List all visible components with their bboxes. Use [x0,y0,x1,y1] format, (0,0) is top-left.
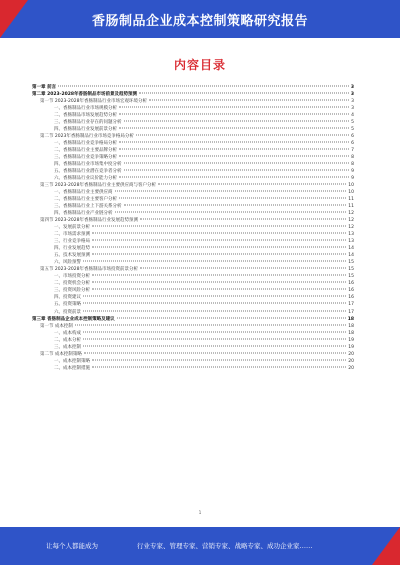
toc-entry[interactable] [32,182,354,189]
toc-entry[interactable] [32,126,354,133]
toc-entry[interactable] [32,344,354,351]
toc-entry-label: 一、成本控制策略 [54,358,90,364]
toc-entry[interactable] [32,273,354,280]
toc-entry-page: 20 [348,358,354,364]
toc-entry-label: 四、投资建议 [54,295,81,301]
toc-entry[interactable] [32,358,354,365]
toc-entry-label: 一、香肠制品行业竞争格局分析 [54,141,117,147]
toc-entry-label: 三、投资风险分析 [54,288,90,294]
toc-entry-page: 12 [348,211,354,217]
toc-entry-page: 8 [351,155,354,161]
toc-entry-page: 13 [348,239,354,245]
toc-entry[interactable] [32,154,354,161]
toc-leader-dots [136,135,349,136]
toc-entry-label: 二、成本控制措施 [54,365,90,371]
toc-entry-page: 9 [351,176,354,182]
toc-entry[interactable] [32,105,354,112]
toc-entry-label: 五、投资策略 [54,302,81,308]
toc-entry-page: 19 [348,337,354,343]
toc-leader-dots [83,296,346,297]
toc-entry-page: 5 [351,127,354,133]
toc-leader-dots [92,254,346,255]
toc-entry-page: 8 [351,162,354,168]
toc-entry-label: 第四节 2023-2028年香肠制品行业发展趋势预测 [40,218,138,224]
toc-entry-label: 六、香肠制品行业议价能力分析 [54,176,117,182]
toc-entry[interactable] [32,175,354,182]
toc-entry-label: 一、香肠制品行业市场规模分析 [54,106,117,112]
toc-leader-dots [92,282,346,283]
toc-entry-page: 3 [350,92,354,98]
toc-entry[interactable] [32,351,354,358]
toc-entry[interactable] [32,217,354,224]
toc-leader-dots [115,212,347,213]
toc-leader-dots [149,100,349,101]
toc-leader-dots [92,289,346,290]
toc-entry-label: 第二节 成本控制策略 [40,351,82,357]
toc-leader-dots [92,240,346,241]
toc-entry-label: 一、成本构成 [54,330,81,336]
toc-entry-label: 四、香肠制品行业市场集中度分析 [54,162,122,168]
toc-entry-label: 三、成本控制 [54,344,81,350]
toc-entry[interactable] [32,91,354,98]
toc-leader-dots [117,317,346,318]
toc-entry[interactable] [32,266,354,273]
toc-entry-page: 9 [351,169,354,175]
toc-entry[interactable] [32,140,354,147]
toc-entry-page: 10 [348,183,354,189]
toc-entry-page: 19 [348,344,354,350]
toc-entry-label: 第一节 2023-2028年香肠制品行业市场宏观环境分析 [40,99,147,105]
toc-leader-dots [92,366,346,367]
toc-entry-page: 12 [348,225,354,231]
toc-entry-label: 第五节 2023-2028年香肠制品市场投资前景分析 [40,267,138,273]
toc-leader-dots [83,303,346,304]
toc-entry-label: 三、香肠制品行业竞争策略分析 [54,155,117,161]
toc-entry-page: 18 [348,330,354,336]
toc-entry-label: 二、市场需求预测 [54,232,90,238]
toc-entry-label: 二、成本分析 [54,337,81,343]
toc-entry-label: 四、香肠制品行业发展前景分析 [54,127,117,133]
toc-entry-label: 二、香肠制品行业主要品牌分析 [54,148,117,154]
page-number: 1 [198,510,202,515]
toc-entry-page: 15 [348,274,354,280]
toc-leader-dots [119,149,349,150]
toc-leader-dots [119,114,349,115]
toc-entry-page: 17 [348,302,354,308]
toc-leader-dots [140,219,346,220]
toc-entry-page: 11 [348,204,354,210]
toc-entry-label: 四、香肠制品行业产业链分析 [54,211,113,217]
toc-entry-label: 第一章 前言 [32,85,57,90]
toc-entry-label: 四、行业发展趋势 [54,246,90,252]
footer-banner [0,527,400,565]
toc-entry-label: 二、投资机会分析 [54,281,90,287]
toc-entry[interactable] [32,337,354,344]
toc-entry-page: 10 [348,190,354,196]
toc-entry[interactable] [32,294,354,301]
toc-entry[interactable] [32,323,354,330]
toc-leader-dots [119,142,349,143]
toc-leader-dots [75,324,346,325]
footer-slogan: 让每个人都能成为 [46,542,98,550]
toc-leader-dots [158,184,346,185]
toc-entry-page: 6 [351,141,354,147]
toc-entry[interactable] [32,316,354,323]
toc-leader-dots [84,352,346,353]
toc-entry[interactable] [32,189,354,196]
toc-entry[interactable] [32,330,354,337]
toc-entry-page: 15 [348,260,354,266]
toc-entry[interactable] [32,161,354,168]
toc-entry-label: 五、技术发展预测 [54,253,90,259]
toc-entry[interactable] [32,119,354,126]
toc-entry-page: 11 [348,197,354,203]
toc-leader-dots [92,247,346,248]
header-banner [0,0,400,38]
toc-entry-page: 16 [348,281,354,287]
toc-entry-label: 一、发展前景分析 [54,225,90,231]
toc-leader-dots [83,345,346,346]
toc-entry-page: 3 [350,85,354,90]
toc-entry[interactable] [32,112,354,119]
toc-leader-dots [83,261,346,262]
toc-entry-page: 3 [351,106,354,112]
toc-entry[interactable] [32,224,354,231]
toc-entry-label: 一、香肠制品行业主要供应商 [54,190,113,196]
toc-entry[interactable] [32,231,354,238]
toc-entry-label: 二、香肠制品市场发展趋势分析 [54,113,117,119]
toc-entry-label: 六、风险预警 [54,260,81,266]
toc-entry[interactable] [32,84,354,91]
toc-entry[interactable] [32,252,354,259]
toc-entry[interactable] [32,133,354,140]
toc-entry-label: 第二章 2023-2028年香肠制品市场前景及趋势预测 [32,92,137,98]
footer-red-corner [372,527,400,565]
toc-entry-page: 5 [351,120,354,126]
toc-leader-dots [119,128,349,129]
toc-leader-dots [83,338,346,339]
toc-leader-dots [119,107,349,108]
toc-entry-label: 三、行业竞争格局 [54,239,90,245]
toc-entry-page: 18 [348,323,354,329]
toc-entry[interactable] [32,245,354,252]
toc-entry-label: 三、香肠制品行业上下游关系分析 [54,204,122,210]
toc-leader-dots [92,275,346,276]
toc-entry-label: 第三章 香肠制品企业成本控制策略及建议 [32,316,115,322]
toc-leader-dots [119,156,349,157]
toc-entry-page: 14 [348,246,354,252]
toc-leader-dots [119,177,349,178]
toc-entry-page: 13 [348,232,354,238]
toc-leader-dots [119,198,346,199]
toc-entry-page: 3 [351,99,354,105]
toc-entry-page: 18 [347,316,354,322]
toc-entry[interactable] [32,259,354,266]
toc-leader-dots [124,121,350,122]
toc-entry-page: 20 [348,351,354,357]
toc-entry-page: 6 [351,134,354,140]
toc-leader-dots [140,268,346,269]
toc-leader-dots [83,310,346,311]
toc-leader-dots [58,86,349,87]
toc-entry[interactable] [32,280,354,287]
toc-entry-label: 一、市场投资分析 [54,274,90,280]
table-of-contents [32,84,354,372]
toc-entry[interactable] [32,147,354,154]
toc-entry-page: 7 [351,148,354,154]
toc-entry-label: 第二节 2023年香肠制品行业市场竞争格局分析 [40,134,134,140]
toc-entry-page: 16 [348,288,354,294]
toc-entry[interactable] [32,210,354,217]
toc-heading: 内容目录 [173,58,226,72]
toc-entry-label: 三、香肠制品行业存在的问题分析 [54,120,122,126]
toc-entry-page: 14 [348,253,354,259]
toc-leader-dots [115,191,347,192]
toc-entry[interactable] [32,301,354,308]
toc-entry[interactable] [32,365,354,372]
toc-entry-label: 二、香肠制品行业主要客户分析 [54,197,117,203]
toc-entry[interactable] [32,238,354,245]
toc-leader-dots [124,205,347,206]
toc-leader-dots [124,163,350,164]
toc-leader-dots [92,233,346,234]
toc-leader-dots [139,93,349,94]
report-title: 香肠制品企业成本控制策略研究报告 [91,14,308,29]
toc-entry[interactable] [32,98,354,105]
toc-leader-dots [83,331,346,332]
toc-entry[interactable] [32,309,354,316]
toc-leader-dots [92,359,346,360]
toc-entry-label: 第三节 2023-2028年香肠制品行业主要供应商与客户分析 [40,183,156,189]
toc-entry-label: 五、香肠制品行业潜在竞争者分析 [54,169,122,175]
toc-entry-page: 4 [351,113,354,119]
footer-roles: 行业专家、管理专家、营销专家、战略专家、成功企业家…… [137,542,313,550]
toc-entry-page: 15 [348,267,354,273]
toc-entry-page: 20 [348,365,354,371]
toc-entry[interactable] [32,168,354,175]
toc-entry-page: 16 [348,295,354,301]
toc-entry-label: 第一节 成本控制 [40,323,73,329]
toc-entry[interactable] [32,196,354,203]
toc-entry-page: 17 [348,309,354,315]
toc-entry[interactable] [32,203,354,210]
toc-leader-dots [92,226,346,227]
toc-entry-page: 12 [348,218,354,224]
toc-entry[interactable] [32,287,354,294]
toc-entry-label: 六、投资前景 [54,309,81,315]
toc-leader-dots [124,170,350,171]
